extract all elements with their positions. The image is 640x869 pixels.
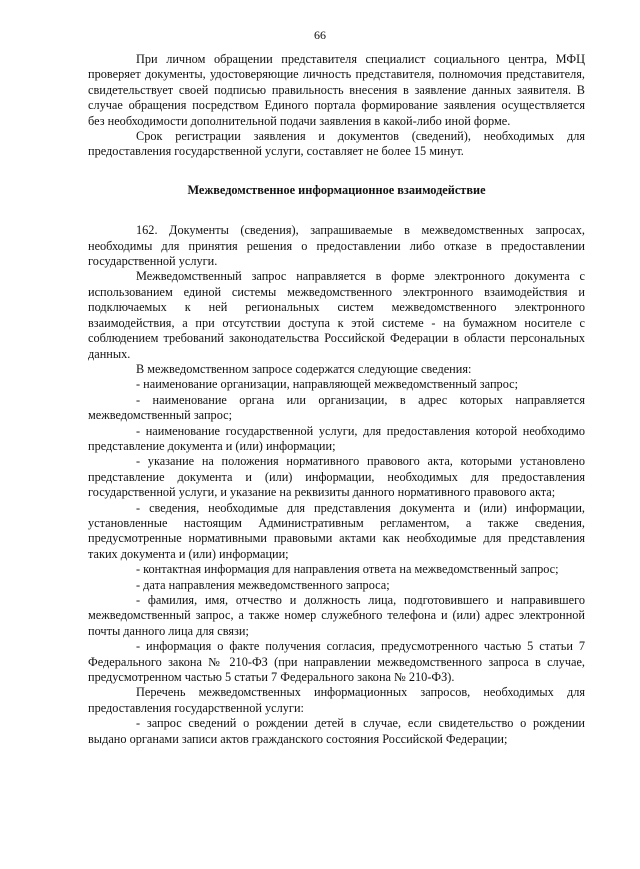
list-item-birth-records: - запрос сведений о рождении детей в случае, если свидетельство о рождении выдано органами записи актов гражданского состояния Российской Федерации; — [88, 716, 585, 746]
paragraph-representative-check: При личном обращении представителя специалист социального центра, МФЦ проверяет документы, удостоверяющие личность представителя, полномочия представителя, свидетельствует своей подписью правильность внесения в заявление данных заявителя. В случае обращения посредством Единого портала формирование заявления осуществляется без необходимости дополнительной подачи заявления в какой-либо иной форме. — [88, 52, 585, 128]
page-number: 66 — [314, 28, 326, 42]
paragraph-registration-term: Срок регистрации заявления и документов (сведений), необходимых для предоставления государственной услуги, составляет не более 15 минут. — [88, 129, 585, 159]
list-item-consent-info: - информация о факте получения согласия, предусмотренного частью 5 статьи 7 Федерального закона № 210-ФЗ (при направлении межведомственного запроса в случае, предусмотренном частью 5 статьи 7 Федерального закона № 210-ФЗ). — [88, 639, 585, 685]
list-item-responsible-person: - фамилия, имя, отчество и должность лица, подготовившего и направившего межведомственный запрос, а также номер служебного телефона и (или) адрес электронной почты данного лица для связи; — [88, 593, 585, 638]
paragraph-request-form: Межведомственный запрос направляется в форме электронного документа с использованием единой системы межведомственного электронного взаимодействия и подключаемых к ней региональных систем межведомственного электронного взаимодействия, а при отсутствии доступа к этой системе - на бумажном носителе с соблюдением требований законодательства Российской Федерации в области персональных данных. — [88, 269, 585, 361]
list-item-request-date: - дата направления межведомственного запроса; — [136, 577, 390, 592]
document-body — [88, 52, 585, 747]
list-item-contact-info: - контактная информация для направления ответа на межведомственный запрос; — [136, 562, 559, 577]
paragraph-162: 162. Документы (сведения), запрашиваемые в межведомственных запросах, необходимы для принятия решения о предоставлении либо отказе в предоставлении государственной услуги. — [88, 223, 585, 269]
list-item-recipient-name: - наименование органа или организации, в адрес которых направляется межведомственный запрос; — [88, 392, 585, 423]
paragraph-request-contents: В межведомственном запросе содержатся следующие сведения: — [136, 361, 472, 376]
paragraph-request-list: Перечень межведомственных информационных запросов, необходимых для предоставления государственной услуги: — [88, 685, 585, 715]
section-title: Межведомственное информационное взаимодействие — [187, 182, 486, 197]
list-item-service-name: - наименование государственной услуги, для предоставления которой необходимо представление документа и (или) информации; — [88, 423, 585, 453]
list-item-organization-name: - наименование организации, направляющей межведомственный запрос; — [136, 377, 519, 392]
list-item-required-info: - сведения, необходимые для представления документа и (или) информации, установленные настоящим Административным регламентом, а также сведения, предусмотренные нормативными правовыми актами как необходимые для представления таких документа и (или) информации; — [88, 500, 585, 561]
list-item-legal-act: - указание на положения нормативного правового акта, которыми установлено представление документа и (или) информации, необходимых для предоставления государственной услуги, и указание на реквизиты данного нормативного правового акта; — [88, 454, 585, 500]
